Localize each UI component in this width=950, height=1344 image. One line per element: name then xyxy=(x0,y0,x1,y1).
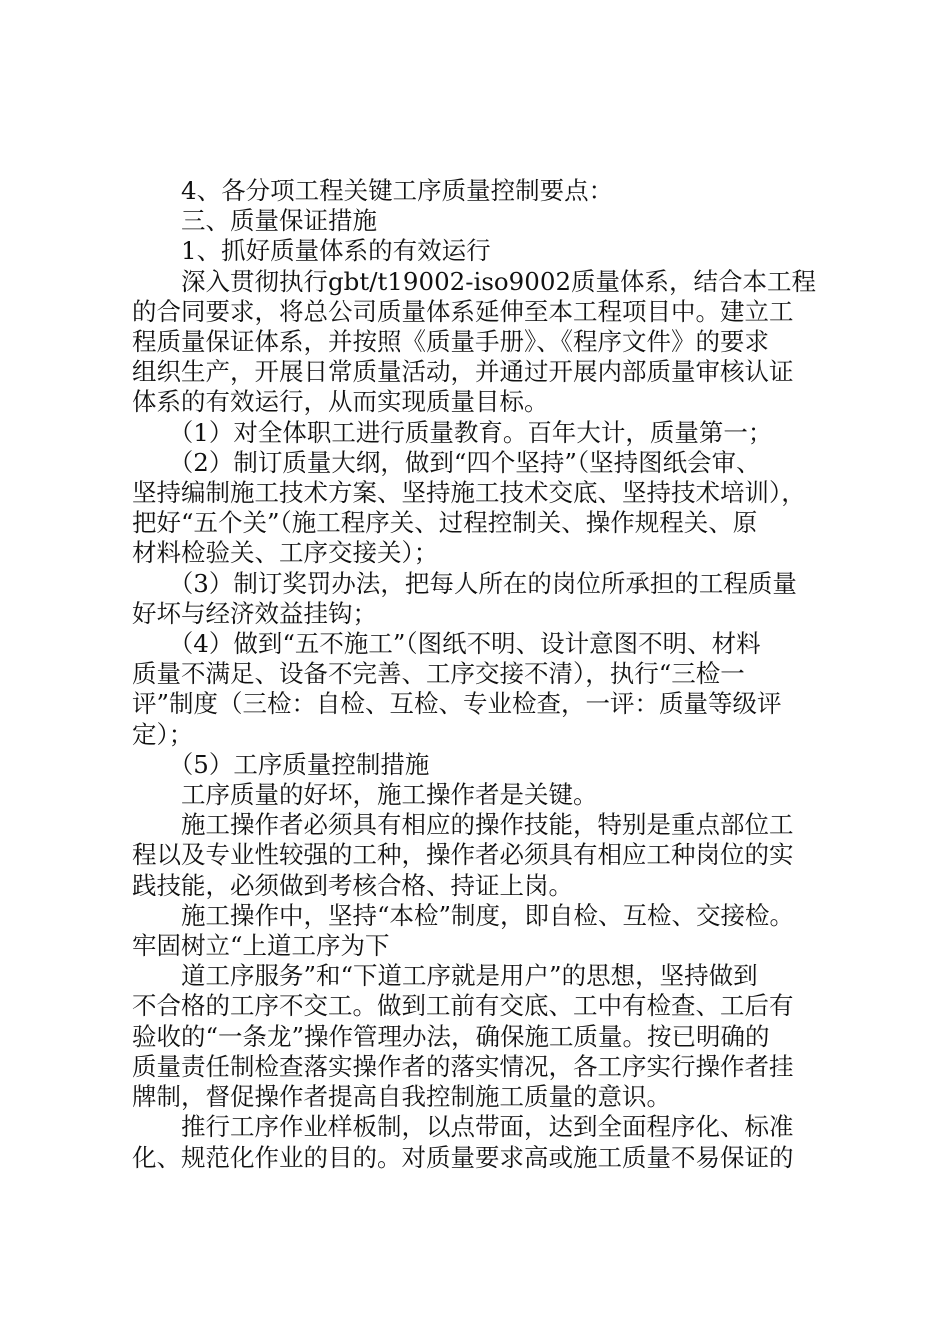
text-line: 推行工序作业样板制，以点带面，达到全面程序化、标准 xyxy=(132,1112,794,1142)
text-line: 评”制度（三检：自检、互检、专业检查，一评：质量等级评 xyxy=(132,689,782,719)
paragraph xyxy=(132,780,842,810)
paragraph xyxy=(132,961,842,1112)
text-line: （5）工序质量控制措施 xyxy=(132,749,430,779)
paragraph xyxy=(132,267,842,418)
text-line: 三、质量保证措施 xyxy=(132,206,377,236)
text-line: （4）做到“五不施工”（图纸不明、设计意图不明、材料 xyxy=(132,629,761,659)
document-body xyxy=(132,176,842,1173)
text-line: 牌制，督促操作者提高自我控制施工质量的意识。 xyxy=(132,1082,671,1112)
paragraph xyxy=(132,750,842,780)
text-line: 1、抓好质量体系的有效运行 xyxy=(132,236,491,266)
text-line: 施工操作者必须具有相应的操作技能，特别是重点部位工 xyxy=(132,810,794,840)
text-line: 道工序服务”和“下道工序就是用户”的思想，坚持做到 xyxy=(132,961,758,991)
text-line: 组织生产，开展日常质量活动，并通过开展内部质量审核认证 xyxy=(132,357,794,387)
text-line: 施工操作中，坚持“本检”制度，即自检、互检、交接检。 xyxy=(132,900,795,930)
text-line: 好坏与经济效益挂钩； xyxy=(132,598,377,628)
text-line: 材料检验关、工序交接关）； xyxy=(132,538,439,568)
text-line: 深入贯彻执行gbt/t19002-iso9002质量体系，结合本工程 xyxy=(132,266,817,296)
text-line: 质量不满足、设备不完善、工序交接不清），执行“三检一 xyxy=(132,659,745,689)
paragraph xyxy=(132,629,842,750)
text-line: 定）； xyxy=(132,719,194,749)
paragraph xyxy=(132,206,842,236)
paragraph xyxy=(132,810,842,901)
text-line: 把好“五个关”（施工程序关、过程控制关、操作规程关、原 xyxy=(132,508,758,538)
text-line: 牢固树立“上道工序为下 xyxy=(132,931,390,961)
text-line: 程质量保证体系，并按照《质量手册》、《程序文件》的要求 xyxy=(132,327,769,357)
text-line: 化、规范化作业的目的。对质量要求高或施工质量不易保证的 xyxy=(132,1142,794,1172)
paragraph xyxy=(132,418,842,448)
paragraph xyxy=(132,176,842,206)
text-line: 验收的“一条龙”操作管理办法，确保施工质量。按已明确的 xyxy=(132,1021,770,1051)
text-line: 质量责任制检查落实操作者的落实情况，各工序实行操作者挂 xyxy=(132,1051,794,1081)
text-line: 不合格的工序不交工。做到工前有交底、工中有检查、工后有 xyxy=(132,991,794,1021)
text-line: （1）对全体职工进行质量教育。百年大计，质量第一； xyxy=(132,417,773,447)
paragraph xyxy=(132,901,842,961)
text-line: （3）制订奖罚办法，把每人所在的岗位所承担的工程质量 xyxy=(132,568,797,598)
paragraph xyxy=(132,1112,842,1172)
paragraph xyxy=(132,569,842,629)
text-line: 坚持编制施工技术方案、坚持施工技术交底、坚持技术培训）， xyxy=(132,478,806,508)
text-line: 工序质量的好坏，施工操作者是关键。 xyxy=(132,780,598,810)
text-line: 的合同要求，将总公司质量体系延伸至本工程项目中。建立工 xyxy=(132,296,794,326)
text-line: 4、各分项工程关键工序质量控制要点： xyxy=(132,176,614,205)
paragraph xyxy=(132,236,842,266)
paragraph xyxy=(132,448,842,569)
text-line: （2）制订质量大纲，做到“四个坚持”（坚持图纸会审、 xyxy=(132,447,761,477)
text-line: 践技能，必须做到考核合格、持证上岗。 xyxy=(132,870,573,900)
text-line: 程以及专业性较强的工种，操作者必须具有相应工种岗位的实 xyxy=(132,840,794,870)
text-line: 体系的有效运行，从而实现质量目标。 xyxy=(132,387,549,417)
